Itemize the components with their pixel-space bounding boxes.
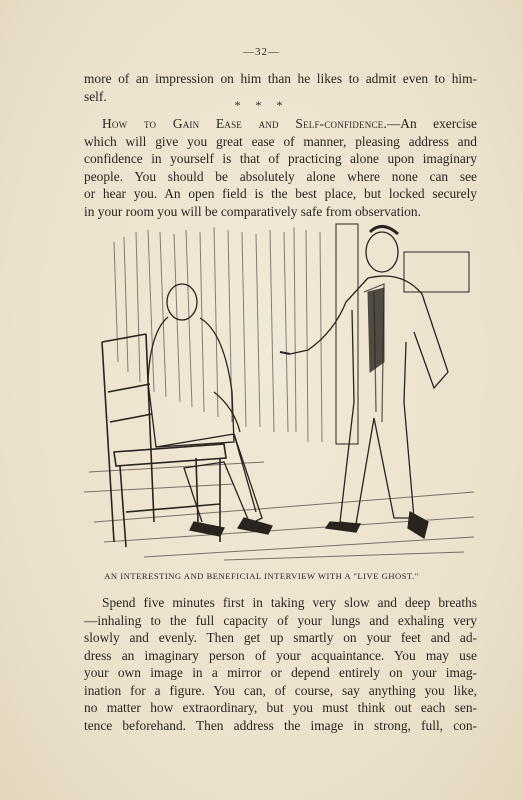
text-line: in your room you will be comparatively safe from observation. (84, 203, 421, 219)
section-heading: How to Gain Ease and Self-confidence. (102, 116, 387, 131)
paragraph-breathing (84, 594, 477, 734)
vest-shading (368, 288, 384, 372)
text-line: or hear you. An open field is the best place, but locked securely (84, 186, 477, 201)
text-line: —inhaling to the full capacity of your lungs and exhaling very (84, 612, 477, 628)
text-line: slowly and evenly. Then get up smartly on your feet and ad- (84, 630, 477, 645)
text-line: confidence in yourself is that of practicing alone upon imaginary (84, 151, 477, 166)
text-line (84, 115, 477, 133)
text-fragment: —An exercise (386, 116, 477, 131)
text-line: no matter how extraordinary, but you must think out each sen- (84, 700, 477, 715)
doorway-frame (336, 224, 358, 444)
chair (102, 334, 226, 547)
section-separator: * * * (234, 98, 289, 112)
page-number: —32— (243, 46, 280, 58)
text-line: which will give you great ease of manner, pleasing address and (84, 133, 477, 149)
text-line: your own image in a mirror or depend entirely on your imag- (84, 665, 477, 680)
text-line: people. You should be absolutely alone where none can see (84, 168, 477, 184)
text-line: dress an imaginary person of your acquaintance. You may use (84, 647, 477, 663)
text-line: self. (84, 88, 107, 104)
text-line: tence beforehand. Then address the image in strong, full, con- (84, 717, 477, 733)
standing-man (280, 226, 448, 538)
text-line: Spend five minutes first in taking very slow and deep breaths (102, 595, 477, 610)
seated-man (148, 284, 272, 536)
illustration (84, 222, 477, 562)
text-line: ination for a figure. You can, of course, say anything you like, (84, 682, 477, 698)
illustration-caption: AN INTERESTING AND BENEFICIAL INTERVIEW WITH A "LIVE GHOST." (104, 571, 419, 581)
text-line: more of an impression on him than he likes to admit even to him- (84, 71, 477, 86)
paragraph-ease-confidence (84, 115, 477, 220)
